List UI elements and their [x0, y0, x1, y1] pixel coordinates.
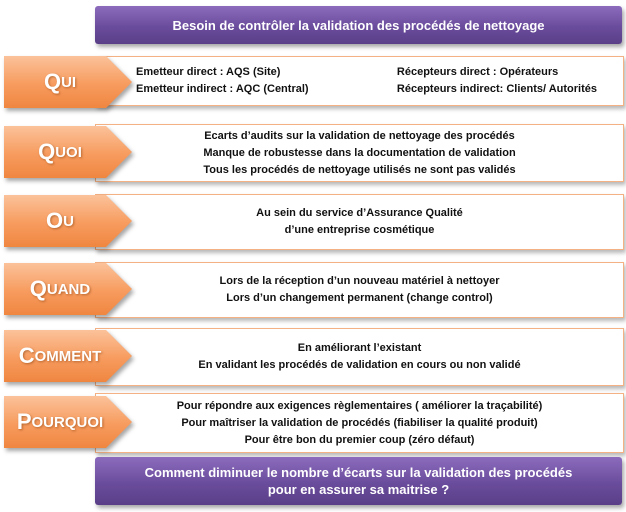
pourquoi-line: Pour répondre aux exigences règlementaires ( améliorer la traçabilité) — [176, 399, 543, 412]
qui-content-box — [95, 56, 624, 106]
title-banner — [95, 6, 622, 44]
ou-line: d’une entreprise cosmétique — [284, 224, 435, 236]
quoi-label: Q UOI — [38, 139, 82, 164]
ou-label: O U — [46, 208, 74, 233]
quoi-arrow — [4, 126, 132, 178]
comment-content-box — [95, 328, 624, 386]
quand-arrow — [4, 263, 132, 315]
ou-content-box — [95, 194, 624, 250]
comment-label: C OMMENT — [18, 343, 102, 368]
conclusion-line: Comment diminuer le nombre d’écarts sur la validation des procédés — [144, 465, 573, 480]
qui-emitters — [136, 64, 309, 98]
conclusion-line: pour en assurer sa maitrise ? — [267, 482, 450, 497]
quoi-line: Tous les procédés de nettoyage utilisés ne sont pas validés — [203, 163, 516, 176]
qui-right-line: Récepteurs direct : Opérateurs — [396, 66, 559, 78]
pourquoi-line: Pour maîtriser la validation de procédés (fiabiliser la qualité produit) — [181, 416, 538, 429]
qui-left-line: Emetteur direct : AQS (Site) — [136, 66, 281, 78]
conclusion-banner — [95, 457, 622, 505]
pourquoi-content-box — [95, 393, 624, 453]
title-text: Besoin de contrôler la validation des procédés de nettoyage — [172, 17, 545, 33]
qui-left-line: Emetteur indirect : AQC (Central) — [136, 83, 309, 95]
comment-line: En améliorant l’existant — [297, 342, 422, 354]
quand-content-box — [95, 262, 624, 318]
qui-right-line: Récepteurs indirect: Clients/ Autorités — [396, 83, 597, 95]
quand-line: Lors d’un changement permanent (change control) — [226, 292, 493, 304]
ou-arrow — [4, 195, 132, 247]
quand-label: Q UAND — [29, 276, 91, 301]
quoi-line: Ecarts d’audits sur la validation de nettoyage des procédés — [204, 129, 515, 142]
quoi-line: Manque de robustesse dans la documentation de validation — [203, 146, 516, 159]
quand-line: Lors de la réception d’un nouveau matériel à nettoyer — [219, 275, 500, 287]
pourquoi-arrow — [4, 396, 132, 448]
qui-receivers — [397, 64, 597, 98]
qui-label: Q UI — [43, 69, 77, 94]
ou-line: Au sein du service d’Assurance Qualité — [256, 207, 463, 219]
comment-line: En validant les procédés de validation en cours ou non validé — [198, 359, 521, 371]
quoi-content-box — [95, 124, 624, 182]
pourquoi-label: P OURQUOI — [16, 409, 104, 434]
qui-arrow — [4, 56, 132, 108]
comment-arrow — [4, 330, 132, 382]
pourquoi-line: Pour être bon du premier coup (zéro défaut) — [244, 433, 475, 446]
